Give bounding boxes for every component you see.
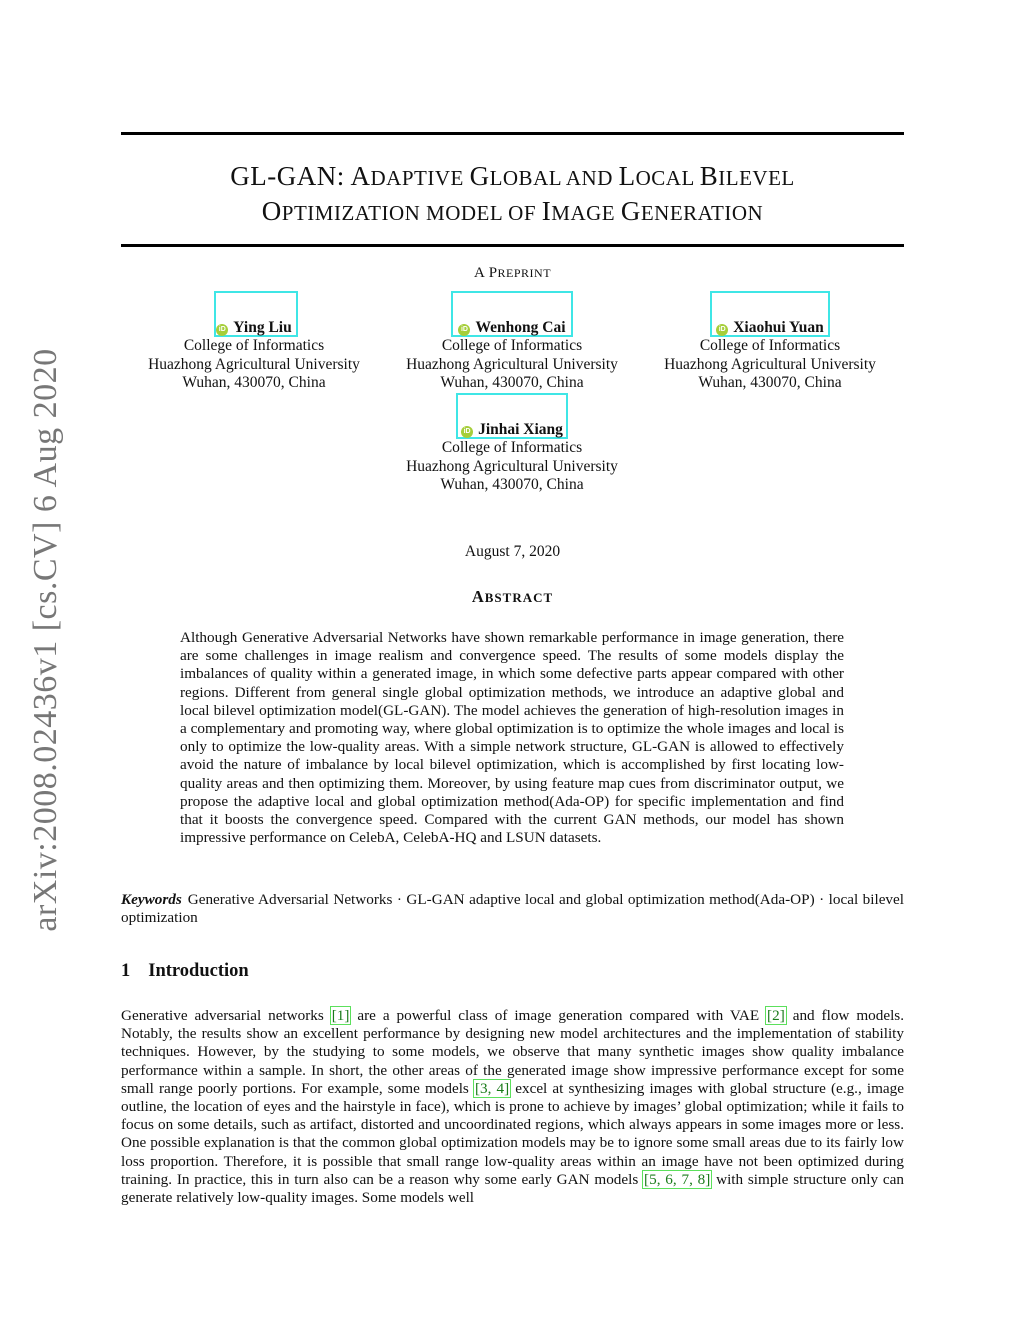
author-university: Huazhong Agricultural University bbox=[148, 355, 360, 373]
title-run: B bbox=[699, 161, 719, 191]
title-run: L bbox=[618, 161, 636, 191]
orcid-icon[interactable]: iD bbox=[461, 426, 473, 438]
author-dept: College of Informatics bbox=[183, 337, 325, 355]
preprint-first: A P bbox=[473, 265, 498, 281]
citation-link[interactable]: [5, 6, 7, 8] bbox=[644, 1170, 711, 1188]
author-university: Huazhong Agricultural University bbox=[406, 457, 618, 475]
author-dept: College of Informatics bbox=[441, 337, 583, 355]
author-block-2 bbox=[382, 319, 642, 392]
citation-link[interactable]: [1] bbox=[331, 1007, 350, 1024]
publication-date: August 7, 2020 bbox=[464, 543, 561, 560]
section-heading bbox=[121, 961, 249, 982]
orcid-icon[interactable]: iD bbox=[216, 324, 228, 336]
title-run: MAGE bbox=[551, 201, 621, 225]
author-name[interactable]: Ying Liu bbox=[233, 319, 292, 336]
paragraph-text: Generative adversarial networks bbox=[121, 1007, 331, 1024]
citation-link[interactable]: [2] bbox=[767, 1007, 785, 1024]
author-block-1 bbox=[124, 319, 384, 392]
citation-link[interactable]: [3, 4] bbox=[474, 1079, 510, 1097]
author-name[interactable]: Jinhai Xiang bbox=[478, 421, 563, 438]
title-run: O bbox=[261, 196, 282, 226]
paragraph-text: excel at synthesizing images with global structure (e.g., image outline, the location of eyes and the hairstyle in face), which is prone to achieve by images’ global optimization; while it fails to focus on some details, such as artifact, distorted and uncoordinated regions, which always appears in some images more or less. One possible explanation is that the common global optimization models may be to ignore some small areas due to its fairly low loss proportion. Therefore, it is possible that small range low-quality areas within an image have not been optimized during training. In practice, this in turn also can be a reason why some early GAN models bbox=[121, 1079, 904, 1188]
title-run: PTIMIZATION MODEL OF bbox=[281, 201, 542, 225]
title-bottom-rule bbox=[121, 244, 904, 247]
paragraph-text: and flow models. Notably, the results show an excellent performance by designing new model architectures and the implementation of stability techniques. However, by the studying to some models, we observe that many synthetic images show quality imbalance performance within a sample. In short, the other areas of the generated image show impressive performance except for some small range poorly portions. For example, some models bbox=[121, 1007, 905, 1097]
abstract-text: Although Generative Adversarial Networks have shown remarkable performance in image generation, there are some challenges in image realism and convergence speed. The results of some models display the imbalances of quality within a generated image, in which some defective parts appear compared with other regions. Different from general single global optimization methods, we introduce an adaptive global and local bilevel optimization model(GL-GAN). The model achieves the generation of high-resolution images in a complementary and promoting way, where global optimization is to optimize the whole images and local is only to optimize the low-quality areas. With a simple network structure, GL-GAN is allowed to effectively avoid the nature of imbalance by local bilevel optimization, which is accomplished by first locating low-quality areas and then optimizing them. Moreover, by using feature map cues from discriminator output, we propose the adaptive local and global optimization method(Ada-OP) for specific implementation and find that it boosts the convergence speed. Compared with the current GAN methods, our model has shown impressive performance on CelebA, CelebA-HQ and LSUN datasets. bbox=[180, 629, 844, 847]
title-run: OCAL bbox=[635, 166, 700, 190]
author-block-3 bbox=[640, 319, 900, 392]
abstract-heading-rest: BSTRACT bbox=[484, 590, 554, 605]
title-run: I bbox=[541, 196, 552, 226]
title-run: G bbox=[620, 196, 641, 226]
author-university: Huazhong Agricultural University bbox=[664, 355, 876, 373]
author-block-4 bbox=[382, 421, 642, 494]
title-run: ENERATION bbox=[640, 201, 764, 225]
title-run: LOBAL AND bbox=[489, 166, 619, 190]
paper-title-line-1 bbox=[121, 161, 904, 192]
intro-paragraph bbox=[121, 1007, 904, 1207]
arxiv-identifier bbox=[20, 340, 72, 940]
paragraph-text: with simple structure only can generate relatively low-quality images. Some models well bbox=[121, 1170, 904, 1207]
paper-title-line-2 bbox=[121, 196, 904, 227]
preprint-rest: REPRINT bbox=[497, 266, 552, 280]
keywords-label: Keywords bbox=[121, 891, 182, 908]
author-address: Wuhan, 430070, China bbox=[440, 475, 584, 493]
orcid-icon[interactable]: iD bbox=[716, 324, 728, 336]
orcid-icon[interactable]: iD bbox=[458, 324, 470, 336]
author-address: Wuhan, 430070, China bbox=[440, 373, 584, 391]
title-run: DAPTIVE bbox=[370, 166, 470, 190]
author-address: Wuhan, 430070, China bbox=[698, 373, 842, 391]
author-address: Wuhan, 430070, China bbox=[182, 373, 326, 391]
arxiv-identifier-text: arXiv:2008.02436v1 [cs.CV] 6 Aug 2020 bbox=[27, 348, 64, 932]
paragraph-text: are a powerful class of image generation compared with VAE bbox=[350, 1007, 767, 1024]
title-top-rule bbox=[121, 132, 904, 135]
preprint-label bbox=[121, 265, 904, 282]
title-run: ILEVEL bbox=[718, 166, 795, 190]
section-title: Introduction bbox=[148, 961, 249, 981]
keywords-text: Generative Adversarial Networks · GL-GAN adaptive local and global optimization method(Ada-OP) · local bilevel optimization bbox=[121, 891, 904, 927]
author-dept: College of Informatics bbox=[699, 337, 841, 355]
keywords bbox=[121, 891, 904, 927]
abstract-heading bbox=[121, 587, 904, 607]
section-number: 1 bbox=[121, 961, 131, 981]
abstract-heading-first: A bbox=[471, 587, 485, 606]
author-name[interactable]: Wenhong Cai bbox=[475, 319, 566, 336]
author-name[interactable]: Xiaohui Yuan bbox=[733, 319, 824, 336]
title-run: GL-GAN: A bbox=[230, 161, 371, 191]
title-run: G bbox=[469, 161, 490, 191]
author-university: Huazhong Agricultural University bbox=[406, 355, 618, 373]
author-dept: College of Informatics bbox=[441, 439, 583, 457]
